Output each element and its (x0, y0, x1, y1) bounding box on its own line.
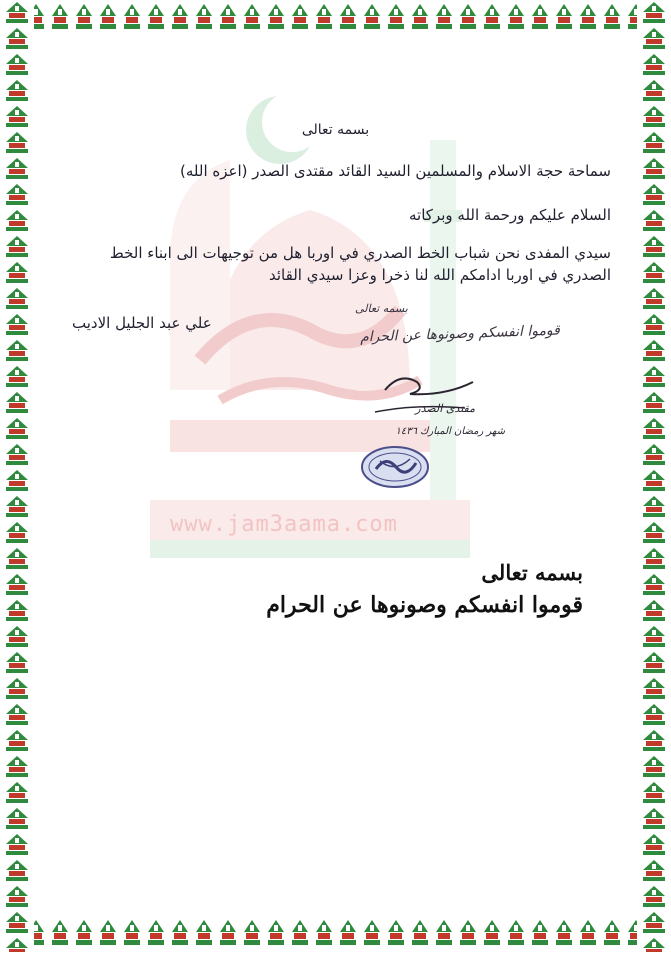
signature-date: شهر رمضان المبارك ١٤٣٦ (395, 426, 505, 437)
signature-name: مقتدى الصدر (415, 402, 475, 415)
handwritten-signature (355, 368, 515, 448)
border-top (0, 0, 671, 34)
border-left (0, 0, 34, 952)
border-right (637, 0, 671, 952)
letter-sender: علي عبد الجليل الاديب (72, 314, 212, 332)
letter-body-line1: سيدي المفدى نحن شباب الخط الصدري في اوربا هل من توجيهات الى ابناء الخط (109, 244, 611, 262)
letter-body-line2: الصدري في اوربا ادامكم الله لنا ذخرا وعزا سيدي القائد (268, 266, 611, 284)
watermark-url: www.jam3aama.com (170, 512, 398, 537)
letter-greeting: السلام عليكم ورحمة الله وبركاته (409, 206, 611, 224)
border-bottom (0, 916, 671, 952)
typed-heading: بسمه تعالى (481, 560, 583, 585)
letter-recipient: سماحة حجة الاسلام والمسلمين السيد القائد مقتدى الصدر (اعزه الله) (180, 162, 611, 180)
handwritten-reply: قوموا انفسكم وصونوها عن الحرام (359, 322, 561, 346)
handwritten-heading: بسمه تعالى (355, 302, 408, 315)
typed-reply: قوموا انفسكم وصونوها عن الحرام (266, 592, 583, 618)
letter-heading: بسمه تعالى (301, 122, 370, 138)
seal-stamp (360, 445, 430, 489)
